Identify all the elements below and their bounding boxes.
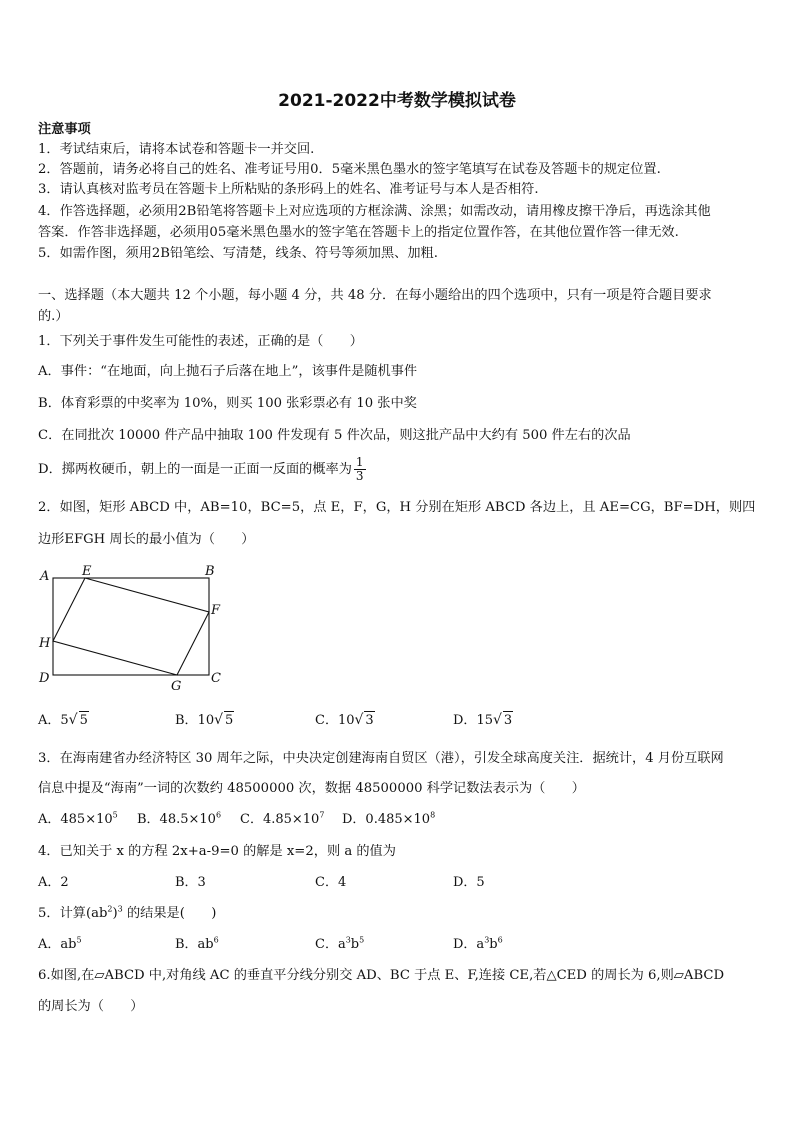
option-prefix: C．: [315, 713, 338, 728]
option-text: B．ab: [175, 937, 214, 952]
question-1-option-a: A．事件：“在地面，向上抛石子后落在地上”，该事件是随机事件: [38, 364, 418, 379]
question-4-option-b: B．3: [175, 875, 206, 890]
question-3-stem: 3．在海南建省办经济特区 30 周年之际，中央决定创建海南自贸区（港），引发全球高度关注．据统计，4 月份互联网: [38, 751, 724, 766]
notice-heading: 注意事项: [38, 122, 91, 137]
question-4-option-d: D．5: [453, 875, 485, 890]
question-5-option-a: [38, 936, 82, 954]
label-d: D: [39, 671, 50, 686]
question-5-stem: [38, 905, 216, 923]
question-6-stem: 6.如图,在▱ABCD 中,对角线 AC 的垂直平分线分别交 AD、BC 于点 E、F,连接 CE,若△CED 的周长为 6,则▱ABCD: [38, 968, 725, 983]
exponent: 3: [484, 935, 490, 945]
fraction-numerator: 1: [355, 455, 364, 469]
option-text: D．a: [453, 937, 485, 952]
quadrilateral-efgh: [53, 578, 209, 675]
question-2-option-c: [315, 711, 375, 730]
exponent: 5: [359, 935, 365, 945]
fraction: [354, 456, 366, 483]
radicand: 3: [365, 713, 374, 728]
option-coefficient: 10: [197, 713, 215, 728]
notice-item: 4．作答选择题，必须用2B铅笔将答题卡上对应选项的方框涂满、涂黑；如需改动，请用橡皮擦干净后，再选涂其他: [38, 204, 711, 219]
question-3-option-d: [342, 811, 435, 829]
option-prefix: D．: [453, 713, 477, 728]
rectangle-abcd: [53, 578, 209, 675]
exponent: 3: [117, 904, 123, 914]
option-text: D．0.485×10: [342, 812, 431, 827]
question-2-stem-cont: 边形EFGH 周长的最小值为（ ）: [38, 532, 255, 547]
question-1-stem: 1．下列关于事件发生可能性的表述，正确的是（ ）: [38, 334, 363, 349]
question-6-stem-cont: 的周长为（ ）: [38, 999, 144, 1014]
question-2-stem: 2．如图，矩形 ABCD 中，AB=10，BC=5，点 E，F，G，H 分别在矩形 ABCD 各边上，且 AE=CG，BF=DH，则四: [38, 500, 756, 515]
option-prefix: B．: [175, 713, 198, 728]
question-3-option-c: [240, 811, 324, 829]
option-text: b: [489, 937, 498, 952]
fraction-denominator: 3: [355, 469, 364, 483]
question-5-option-c: [315, 936, 364, 954]
question-5-option-d: [453, 936, 503, 954]
section-heading: 一、选择题（本大题共 12 个小题，每小题 4 分，共 48 分．在每小题给出的四个选项中，只有一项是符合题目要求: [38, 288, 712, 303]
option-text: A．485×10: [38, 812, 113, 827]
label-a: A: [40, 569, 50, 584]
question-3-stem-cont: 信息中提及“海南”一词的次数约 48500000 次，数据 48500000 科学记数法表示为（ ）: [38, 781, 585, 796]
notice-item: 2．答题前，请务必将自己的姓名、准考证号用0．5毫米黑色墨水的签字笔填写在试卷及答题卡的规定位置.: [38, 162, 661, 177]
label-c: C: [211, 671, 221, 686]
question-4-stem: 4．已知关于 x 的方程 2x+a-9=0 的解是 x=2，则 a 的值为: [38, 844, 396, 859]
option-coefficient: 15: [476, 713, 493, 728]
question-2-option-b: [175, 711, 234, 730]
sqrt-icon: √: [492, 712, 502, 728]
exponent: 7: [319, 810, 325, 820]
option-text: B．48.5×10: [137, 812, 216, 827]
notice-item: 5．如需作图，须用2B铅笔绘、写清楚，线条、符号等须加黑、加粗.: [38, 246, 438, 261]
question-1-option-d: [38, 454, 366, 486]
option-coefficient: 10: [337, 713, 355, 728]
label-b: B: [205, 564, 215, 579]
stem-part: ): [112, 906, 118, 921]
label-e: E: [82, 564, 92, 579]
exponent: 2: [107, 904, 113, 914]
option-prefix: A．: [38, 713, 61, 728]
page-title: 2021-2022中考数学模拟试卷: [278, 91, 516, 111]
question-1-option-b: B．体育彩票的中奖率为 10%，则买 100 张彩票必有 10 张中奖: [38, 396, 417, 411]
stem-part: 5．计算(ab: [38, 906, 108, 921]
sqrt-icon: √: [68, 712, 78, 728]
exponent: 5: [76, 935, 82, 945]
stem-part: 的结果是( ): [122, 906, 217, 921]
radicand: 3: [503, 713, 513, 728]
question-1-option-d-text: D．掷两枚硬币，朝上的一面是一正面一反面的概率为: [38, 462, 352, 477]
option-text: A．ab: [38, 937, 77, 952]
question-4-option-c: C．4: [315, 875, 347, 890]
option-text: C．a: [315, 937, 346, 952]
question-2-option-d: [453, 711, 513, 730]
exponent: 3: [345, 935, 351, 945]
exponent: 5: [112, 810, 118, 820]
question-3-option-a: [38, 811, 118, 829]
exponent: 6: [213, 935, 219, 945]
notice-item: 答案．作答非选择题，必须用05毫米黑色墨水的签字笔在答题卡上的指定位置作答，在其他位置作答一律无效.: [38, 225, 679, 240]
question-2-option-a: [38, 711, 89, 730]
question-5-option-b: [175, 936, 219, 954]
option-text: b: [350, 937, 360, 952]
radicand: 5: [225, 713, 234, 728]
option-coefficient: 5: [60, 713, 69, 728]
question-4-option-a: A．2: [38, 875, 69, 890]
question-1-option-c: C．在同批次 10000 件产品中抽取 100 件发现有 5 件次品，则这批产品中大约有 500 件左右的次品: [38, 428, 631, 443]
radicand: 5: [79, 713, 88, 728]
exponent: 6: [215, 810, 222, 820]
label-h: H: [39, 636, 51, 651]
notice-item: 1．考试结束后，请将本试卷和答题卡一并交回.: [38, 142, 315, 157]
question-3-option-b: [137, 811, 221, 829]
label-g: G: [171, 679, 182, 694]
rectangle-figure: [34, 562, 234, 694]
sqrt-icon: √: [354, 712, 364, 728]
option-text: C．4.85×10: [240, 812, 320, 827]
section-heading-cont: 的.）: [38, 309, 69, 324]
sqrt-icon: √: [214, 712, 224, 728]
notice-item: 3．请认真核对监考员在答题卡上所粘贴的条形码上的姓名、准考证号与本人是否相符.: [38, 182, 539, 197]
exponent: 8: [430, 810, 436, 820]
exponent: 6: [497, 935, 503, 945]
label-f: F: [211, 603, 221, 618]
